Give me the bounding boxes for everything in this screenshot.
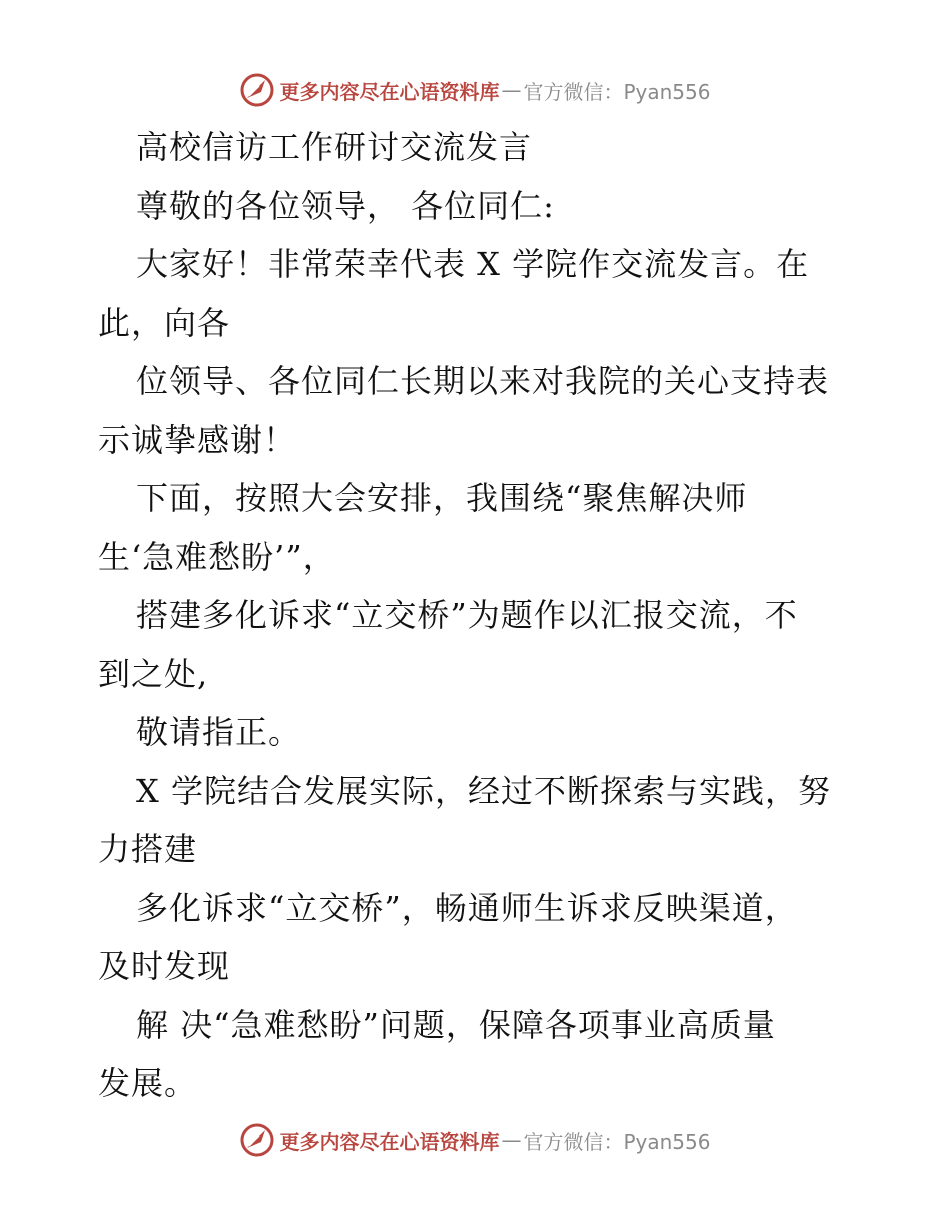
document-line: 大家好！非常荣幸代表 X 学院作交流发言。在 <box>136 245 810 283</box>
banner-separator: — <box>501 78 522 102</box>
document-line: 搭建多化诉求“立交桥”为题作以汇报交流，不 <box>136 596 798 634</box>
document-line: 下面，按照大会安排，我围绕“聚焦解决师 <box>136 479 748 517</box>
document-line: X 学院结合发展实际，经过不断探索与实践，努 <box>136 771 831 810</box>
document-line: 此，向各 <box>98 303 231 342</box>
banner-separator: — <box>501 1128 522 1152</box>
document-line: 到之处, <box>98 654 209 693</box>
banner-wechat: 官方微信：Pyan556 <box>523 1129 711 1154</box>
banner-text: 更多内容尽在心语资料库 <box>279 79 500 104</box>
quill-pen-logo-icon <box>239 1122 275 1158</box>
banner-text: 更多内容尽在心语资料库 <box>279 1129 500 1154</box>
document-line: 生‘急难愁盼’”， <box>98 537 336 576</box>
document-line: 力搭建 <box>98 830 198 868</box>
document-line: 尊敬的各位领导， 各位同仁: <box>136 186 555 225</box>
banner-wechat: 官方微信：Pyan556 <box>523 79 711 104</box>
document-title: 高校信访工作研讨交流发言 <box>136 128 533 166</box>
document-line: 发展。 <box>98 1064 198 1102</box>
document-line: 敬请指正。 <box>136 713 302 751</box>
quill-pen-logo-icon <box>239 72 275 108</box>
document-line: 示诚挚感谢！ <box>98 420 297 459</box>
document-line: 及时发现 <box>98 947 231 985</box>
document-body <box>98 118 858 1113</box>
header-banner <box>0 70 950 110</box>
footer-banner <box>0 1120 950 1160</box>
document-line: 多化诉求“立交桥”，畅通师生诉求反映渠道， <box>136 888 798 927</box>
document-line: 位领导、各位同仁长期以来对我院的关心支持表 <box>136 362 830 400</box>
document-line: 解 决“急难愁盼”问题，保障各项事业高质量 <box>136 1005 776 1044</box>
